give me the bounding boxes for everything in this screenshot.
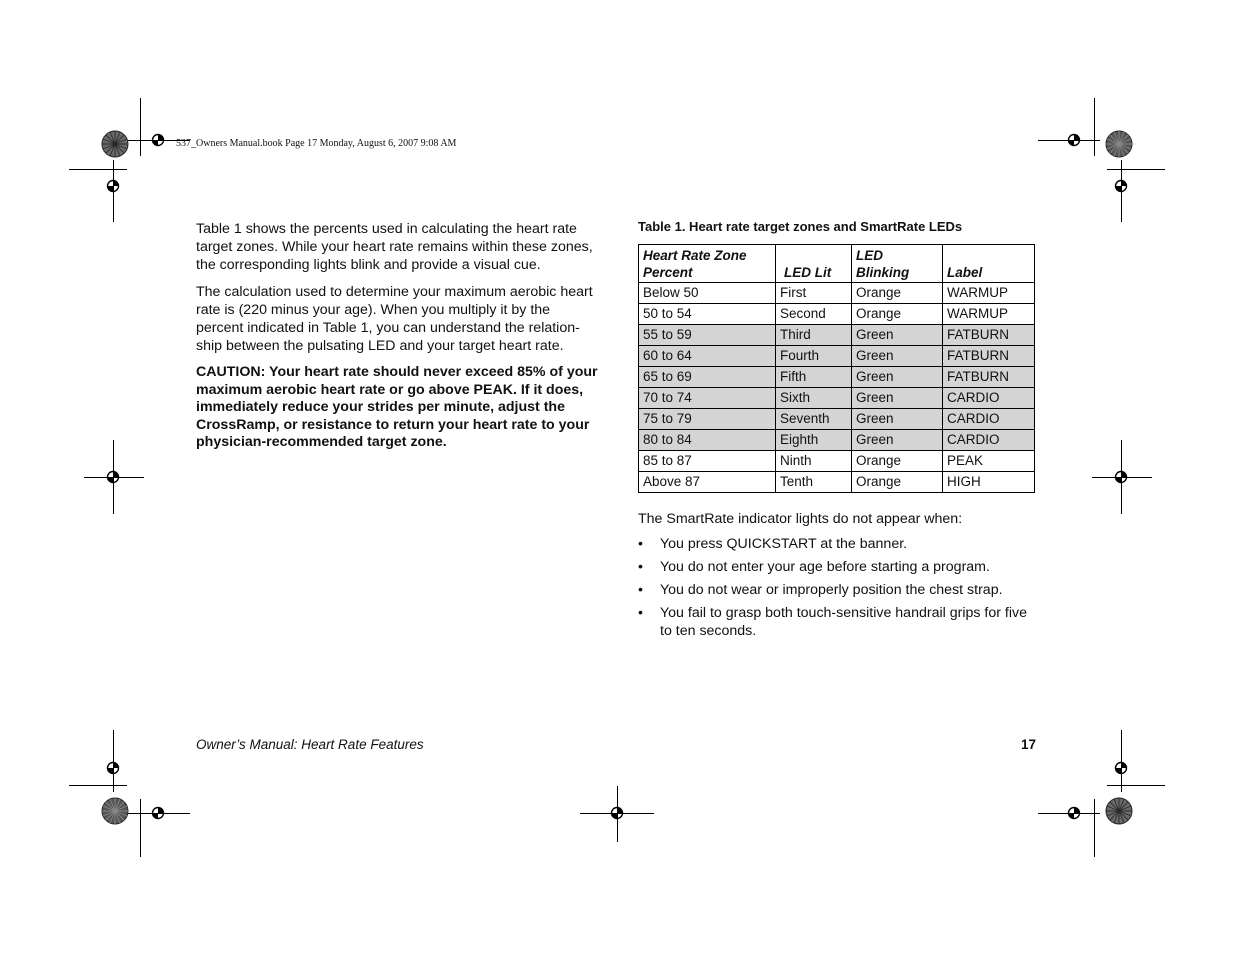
table-row (639, 367, 1035, 388)
cell-label: CARDIO (943, 430, 1035, 451)
cell-led-lit: Sixth (776, 388, 852, 409)
cell-percent: 70 to 74 (639, 388, 776, 409)
cell-led-lit: Seventh (776, 409, 852, 430)
cell-percent: 60 to 64 (639, 346, 776, 367)
table-caption: Table 1. Heart rate target zones and SmartRate LEDs (638, 219, 963, 234)
table-row (639, 451, 1035, 472)
registration-target-icon (1067, 133, 1081, 147)
cell-label: FATBURN (943, 346, 1035, 367)
cell-percent: Below 50 (639, 283, 776, 304)
cell-led-lit: Third (776, 325, 852, 346)
cell-led-blinking: Orange (852, 451, 943, 472)
table-row (639, 325, 1035, 346)
crop-line (1107, 169, 1165, 170)
cell-led-lit: Fifth (776, 367, 852, 388)
cell-led-lit: Fourth (776, 346, 852, 367)
cell-led-blinking: Green (852, 367, 943, 388)
page-number: 17 (1021, 737, 1037, 752)
cell-led-lit: Eighth (776, 430, 852, 451)
list-item-text: You fail to grasp both touch-sensitive handrail grips for five to ten seconds. (660, 605, 1027, 639)
cell-percent: 85 to 87 (639, 451, 776, 472)
list-item (638, 535, 1038, 553)
cell-percent: 65 to 69 (639, 367, 776, 388)
table-row (639, 388, 1035, 409)
cell-percent: Above 87 (639, 472, 776, 493)
registration-target-icon (1114, 761, 1128, 775)
registration-target-icon (151, 806, 165, 820)
registration-target-icon (106, 761, 120, 775)
list-item (638, 581, 1038, 599)
cell-label: FATBURN (943, 367, 1035, 388)
registration-target-icon (106, 470, 120, 484)
list-item-text: You do not wear or improperly position the chest strap. (660, 582, 1003, 598)
body-paragraph: The calculation used to determine your maximum aerobic heart rate is (220 minus your age). When you multiply it by the percent indicated in Table 1, you can understand the relation-ship between the pulsating LED and your target heart rate. (196, 284, 593, 354)
list-item-text: You press QUICKSTART at the banner. (660, 536, 908, 552)
table-row (639, 283, 1035, 304)
table-row (639, 304, 1035, 325)
cell-led-lit: Ninth (776, 451, 852, 472)
crop-line (1107, 785, 1165, 786)
registration-target-icon (1067, 806, 1081, 820)
cell-label: WARMUP (943, 283, 1035, 304)
crop-line (140, 98, 141, 156)
color-bar-starball-icon (101, 130, 129, 158)
cell-led-blinking: Orange (852, 472, 943, 493)
cell-led-blinking: Green (852, 388, 943, 409)
cell-label: WARMUP (943, 304, 1035, 325)
table-row (639, 409, 1035, 430)
column-header: Heart Rate Zone Percent (639, 245, 776, 283)
cell-led-blinking: Green (852, 325, 943, 346)
color-bar-starball-icon (1105, 797, 1133, 825)
bullet-list (638, 535, 1038, 640)
bullet-glyph: • (638, 582, 643, 598)
heart-rate-table (638, 244, 1035, 493)
table-body (639, 283, 1035, 493)
cell-label: HIGH (943, 472, 1035, 493)
crop-line (1094, 799, 1095, 857)
cell-label: CARDIO (943, 388, 1035, 409)
indicator-intro: The SmartRate indicator lights do not appear when: (638, 511, 963, 527)
registration-target-icon (610, 806, 624, 820)
crop-line (140, 799, 141, 857)
registration-target-icon (151, 133, 165, 147)
caution-note: CAUTION: Your heart rate should never exceed 85% of your maximum aerobic heart rate or go above PEAK. If it does, immediately reduce your strides per minute, adjust the CrossRamp, or resistance to return your heart rate to your physician-recommended target zone. (196, 364, 598, 450)
cell-label: FATBURN (943, 325, 1035, 346)
crop-line (1094, 98, 1095, 156)
cell-label: PEAK (943, 451, 1035, 472)
column-header: LED Blinking (852, 245, 943, 283)
bullet-glyph: • (638, 605, 643, 621)
cell-led-lit: First (776, 283, 852, 304)
cell-led-lit: Second (776, 304, 852, 325)
cell-percent: 55 to 59 (639, 325, 776, 346)
cell-led-blinking: Green (852, 430, 943, 451)
table-header-row (639, 245, 1035, 283)
list-item-text: You do not enter your age before starting a program. (660, 559, 990, 575)
running-footer: Owner’s Manual: Heart Rate Features (196, 737, 424, 752)
left-column (196, 220, 601, 452)
registration-target-icon (1114, 470, 1128, 484)
column-header: LED Lit (776, 245, 852, 283)
right-column (638, 219, 1038, 645)
color-bar-starball-icon (101, 797, 129, 825)
cell-percent: 80 to 84 (639, 430, 776, 451)
list-item (638, 558, 1038, 576)
column-header: Label (943, 245, 1035, 283)
cell-led-blinking: Orange (852, 304, 943, 325)
table-row (639, 472, 1035, 493)
body-paragraph: Table 1 shows the percents used in calculating the heart rate target zones. While your heart rate remains within these zones, the corresponding lights blink and provide a visual cue. (196, 221, 593, 273)
cell-led-blinking: Green (852, 346, 943, 367)
registration-target-icon (106, 179, 120, 193)
color-bar-starball-icon (1105, 130, 1133, 158)
cell-led-blinking: Green (852, 409, 943, 430)
bullet-glyph: • (638, 536, 643, 552)
list-item (638, 604, 1038, 640)
cell-percent: 75 to 79 (639, 409, 776, 430)
crop-line (69, 169, 127, 170)
cell-label: CARDIO (943, 409, 1035, 430)
cell-led-blinking: Orange (852, 283, 943, 304)
crop-line (69, 785, 127, 786)
table-row (639, 430, 1035, 451)
cell-led-lit: Tenth (776, 472, 852, 493)
print-header: 537_Owners Manual.book Page 17 Monday, August 6, 2007 9:08 AM (176, 138, 457, 149)
bullet-glyph: • (638, 559, 643, 575)
cell-percent: 50 to 54 (639, 304, 776, 325)
table-row (639, 346, 1035, 367)
registration-target-icon (1114, 179, 1128, 193)
